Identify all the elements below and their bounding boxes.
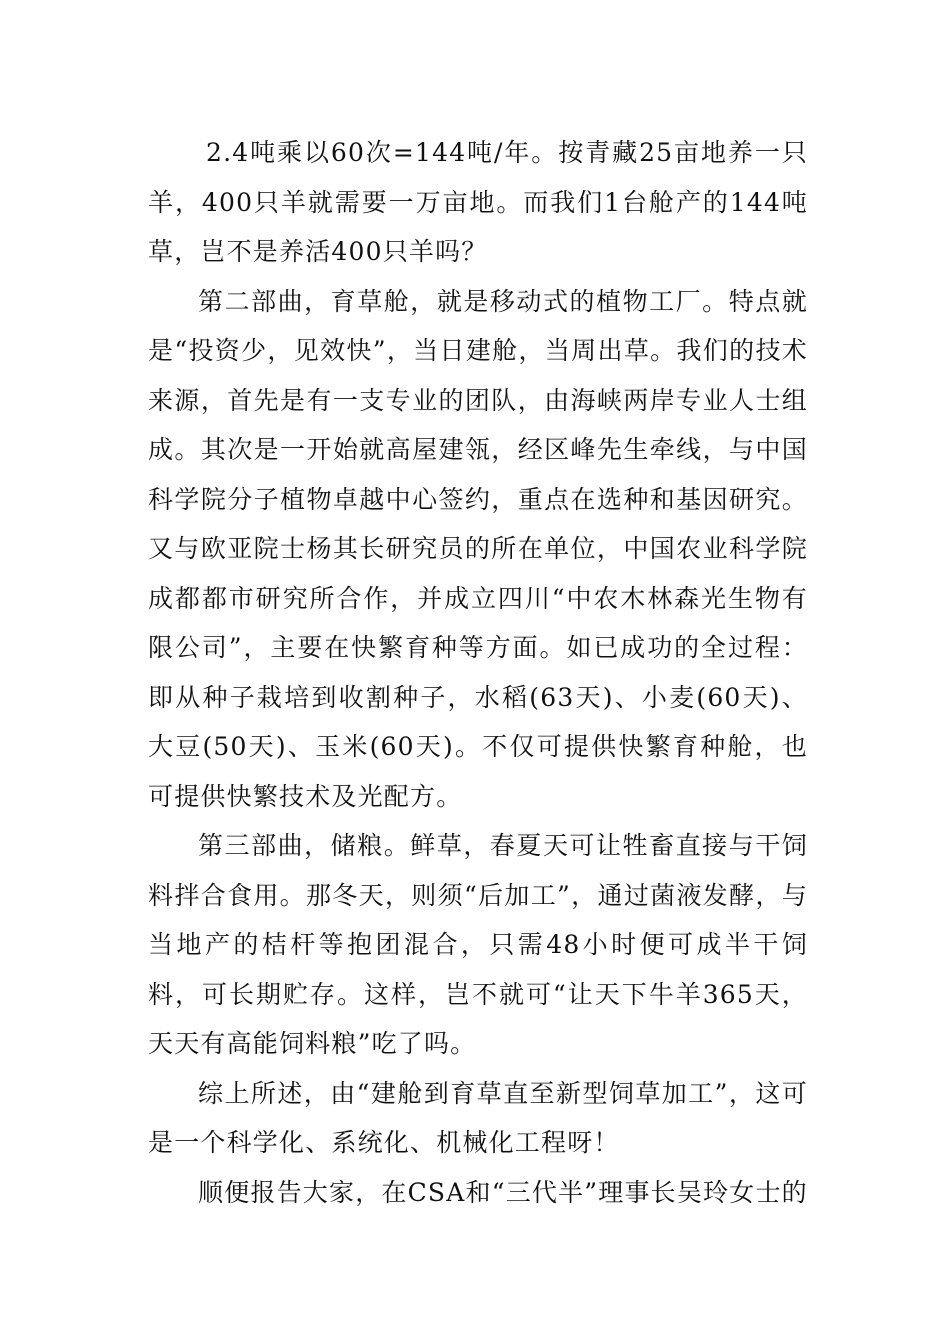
paragraph-report: 顺便报告大家，在CSA和“三代半”理事长吴玲女士的 [198, 1177, 808, 1207]
paragraph-grass-yield: 2.4吨乘以60次=144吨/年。按青藏25亩地养一只羊，400只羊就需要一万亩地。而我们1台舱产的144吨草，岂不是养活400只羊吗？ [148, 138, 808, 266]
paragraph-summary: 综上所述，由“建舱到育草直至新型饲草加工”，这可是一个科学化、系统化、机械化工程呀！ [148, 1078, 808, 1157]
document-body [148, 128, 808, 1217]
paragraph-second-movement: 第二部曲，育草舱，就是移动式的植物工厂。特点就是“投资少，见效快”，当日建舱，当周出草。我们的技术来源，首先是有一支专业的团队，由海峡两岸专业人士组成。其次是一开始就高屋建瓴，经区峰先生牵线，与中国科学院分子植物卓越中心签约，重点在选种和基因研究。又与欧亚院士杨其长研究员的所在单位，中国农业科学院成都都市研究所合作，并成立四川“中农木林森光生物有限公司”，主要在快繁育种等方面。如已成功的全过程：即从种子栽培到收割种子，水稻(63天)、小麦(60天)、大豆(50天)、玉米(60天)。不仅可提供快繁育种舱，也可提供快繁技术及光配方。 [148, 286, 808, 811]
paragraph-third-movement: 第三部曲，储粮。鲜草，春夏天可让牲畜直接与干饲料拌合食用。那冬天，则须“后加工”，通过菌液发酵，与当地产的桔杆等抱团混合，只需48小时便可成半干饲料，可长期贮存。这样，岂不就可“让天下牛羊365天，天天有高能饲料粮”吃了吗。 [148, 831, 808, 1058]
